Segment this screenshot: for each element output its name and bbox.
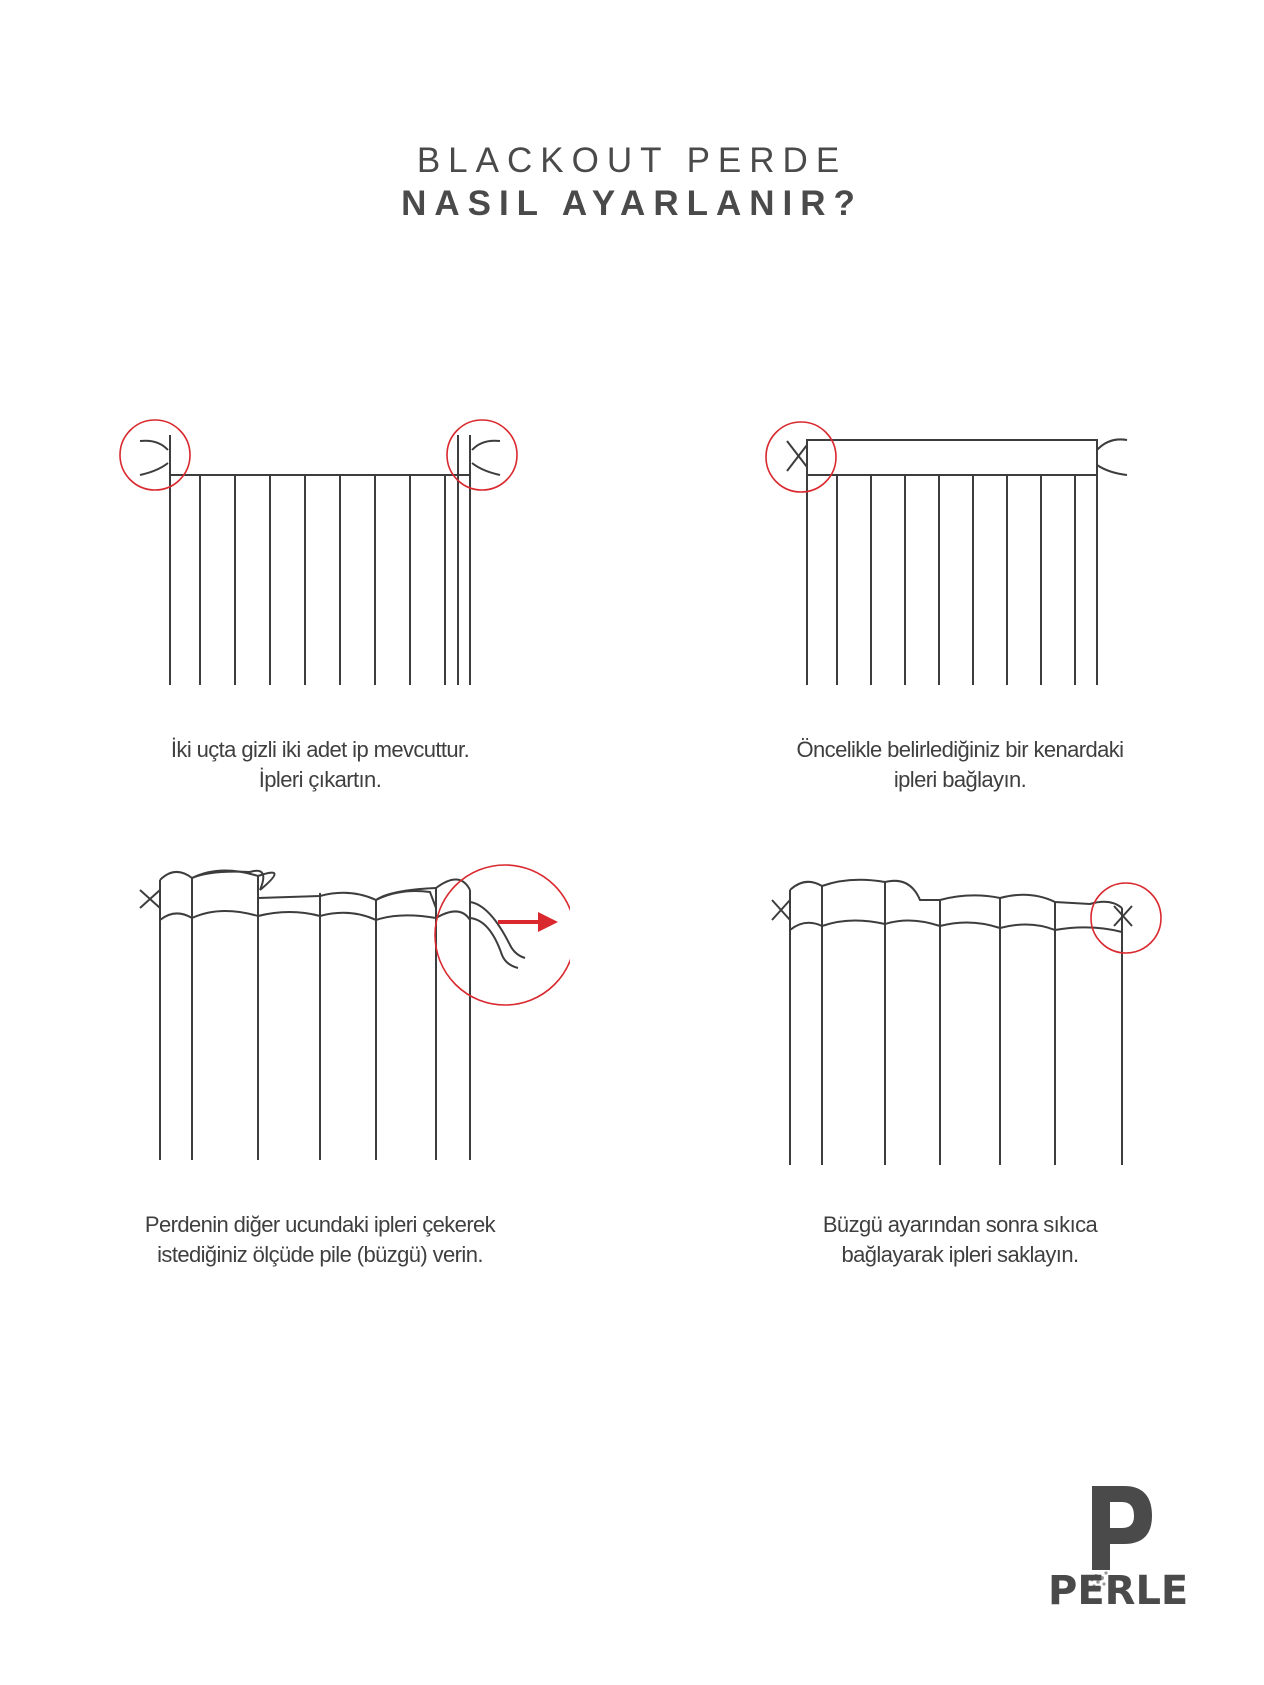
page-title: [0, 140, 1264, 226]
step-4-line-2: bağlayarak ipleri saklayın.: [841, 1242, 1079, 1267]
curtain-gathered-tied-icon: [770, 870, 1170, 1170]
step-1-line-1: İki uçta gizli iki adet ip mevcuttur.: [170, 737, 470, 762]
step-2-line-1: Öncelikle belirlediğiniz bir kenardaki: [796, 737, 1124, 762]
step-3-line-2: istediğiniz ölçüde pile (büzgü) verin.: [157, 1242, 483, 1267]
title-line-2: NASIL AYARLANIR?: [401, 184, 863, 223]
arrow-right-icon: [498, 912, 558, 932]
curtain-gathered-pull-icon: [130, 860, 570, 1170]
curtain-flat-icon: [110, 415, 530, 695]
step-3-caption: [100, 1210, 540, 1270]
step-2-caption: [740, 735, 1180, 795]
step-3-line-1: Perdenin diğer ucundaki ipleri çekerek: [144, 1212, 496, 1237]
step-1-caption: [100, 735, 540, 795]
step-1-line-2: İpleri çıkartın.: [258, 767, 382, 792]
curtain-tied-icon: [735, 415, 1155, 695]
title-line-1: BLACKOUT PERDE: [416, 141, 848, 180]
brand-name: PERLE: [1048, 1568, 1189, 1614]
step-4-line-1: Büzgü ayarından sonra sıkıca: [822, 1212, 1098, 1237]
step-4-caption: [740, 1210, 1180, 1270]
step-2-line-2: ipleri bağlayın.: [893, 767, 1027, 792]
